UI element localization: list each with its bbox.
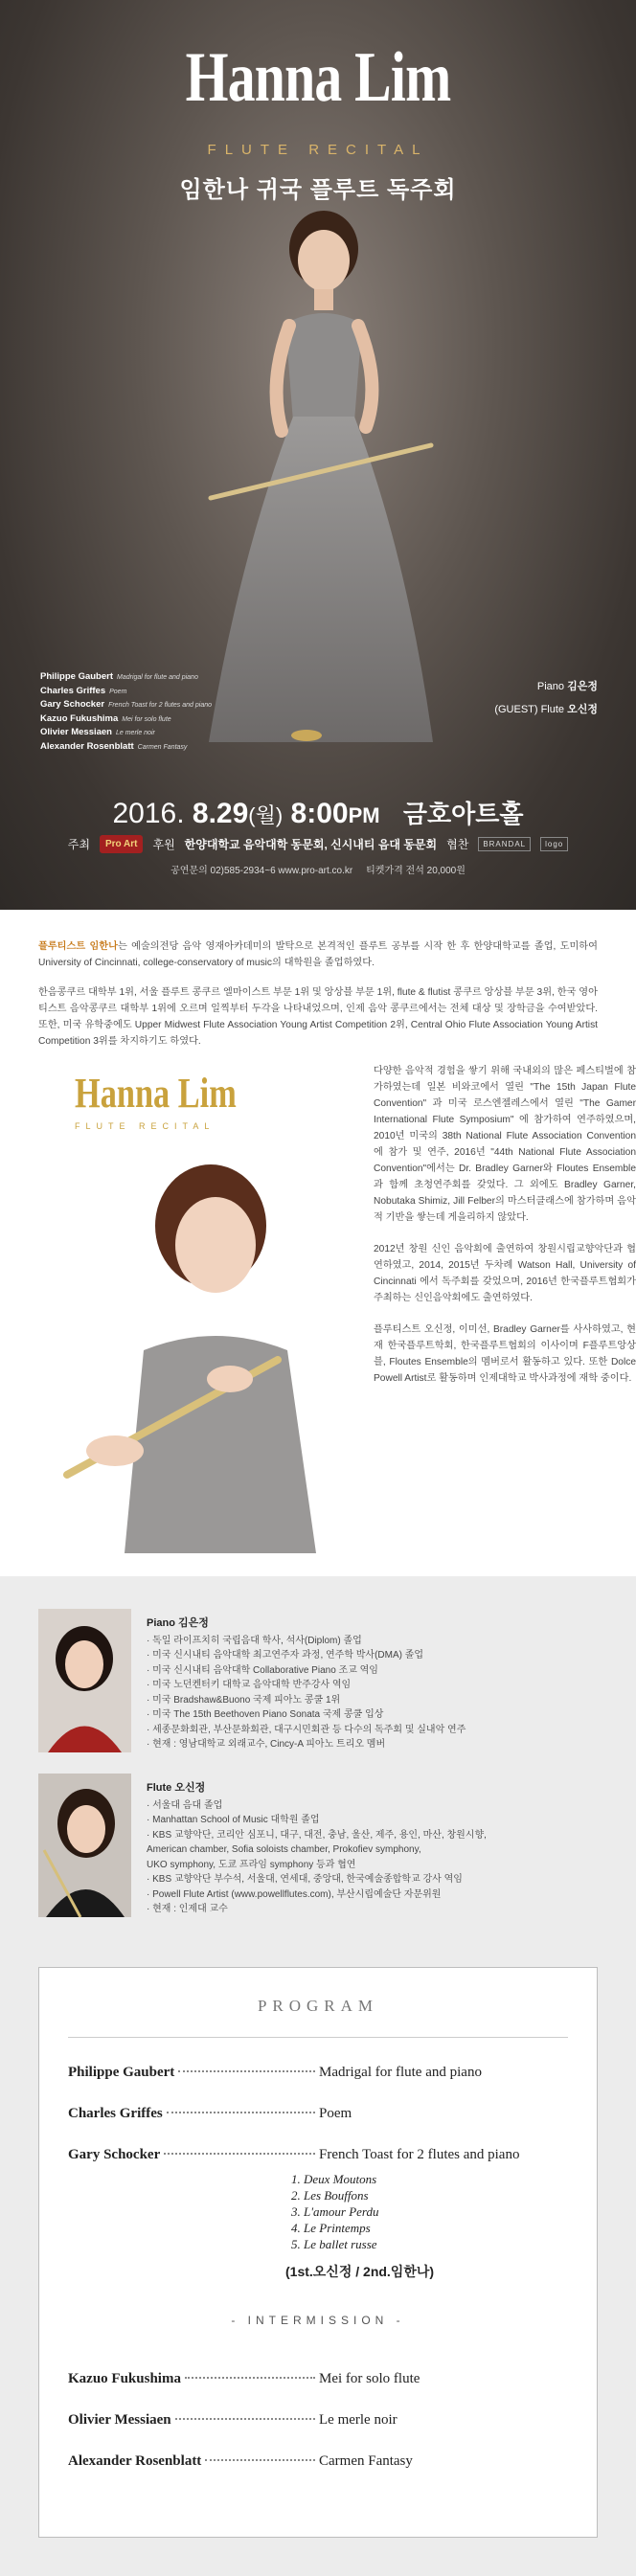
program-row [68, 2453, 568, 2470]
profile-item: · 독일 라이프치히 국립음대 학사, 석사(Diplom) 졸업 [147, 1635, 362, 1646]
repertoire-item: Gary Schocker French Toast for 2 flutes and piano [40, 699, 212, 710]
profile-title: Piano 김은정 [147, 1617, 209, 1629]
bio-right-column [374, 1063, 636, 1402]
hero-korean-title: 임한나 귀국 플루트 독주회 [179, 177, 457, 203]
profile-item: · 미국 신시내티 음악대학 Collaborative Piano 조교 역임 [147, 1664, 378, 1676]
piece: Madrigal for flute and piano [319, 2065, 482, 2080]
repertoire-item: Olivier Messiaen Le merle noir [40, 727, 155, 737]
divider [68, 2037, 568, 2038]
piece: French Toast for 2 flutes and piano [319, 2147, 520, 2162]
piece: Carmen Fantasy [319, 2453, 413, 2469]
sponsor-bar: 주최 Pro Art 후원 한양대학교 음악대학 동문회, 신시내티 음대 동문회 협찬 BRANDAL logo [0, 835, 636, 853]
profile-item: · 미국 노던켄터키 대학교 음악대학 반주강사 역임 [147, 1680, 352, 1690]
profile-item: · KBS 교향악단, 코리안 심포니, 대구, 대전, 충남, 울산, 제주, 용인, 마산, 창원시향, [147, 1829, 487, 1841]
leader-dots [185, 2377, 315, 2379]
profile-item: · Manhattan School of Music 대학원 졸업 [147, 1815, 320, 1825]
movement: 3. L'amour Perdu [291, 2204, 379, 2219]
hero-subtitle: FLUTE RECITAL [207, 142, 429, 158]
repertoire-item: Charles Griffes Poem [40, 685, 127, 696]
bio-festivals: 다양한 음악적 경험을 쌓기 위해 국내외의 많은 페스티벌에 참가하였는데 일본 비와코에서 열린 "The 15th Japan Flute Convention" 과 미국 로스엔젤레스에서 열린 "The Gamer International Flute Symposium" 에 참가하여 연주하였으며, 2010년 미국의 38th National Flute Association Convention 에 참가 및 연주, 2016년 "44th National Flute Association Convention"에서는 Dr. Bradley Garner와 Floutes Ensemble과 함께 초청연주회를 갖었다. 그 외에도 Bradley Garner, Nobutaka Shimiz, Jill Felber의 마스터클래스에 참가하며 음악적 기반을 쌓는데 게을리하지 않았다. [374, 1066, 636, 1223]
brand-logo: Hanna Lim FLUTE RECITAL [75, 1070, 237, 1131]
profile-item: American chamber, Sofia soloists chamber, Prokofiev symphony, [147, 1844, 421, 1855]
bio-teachers: 플루티스트 오신정, 이미선, Bradley Garner를 사사하였고, 현재 한국플루트학회, 한국플루트협회의 이사이며 F플루트앙상블, Floutes Ensemble의 멤버로서 활동하고 있다. 또한 Dolce Powell Artist로 활동하며 인제대학교 박사과정에 재학 중이다. [374, 1324, 636, 1384]
movement-list [291, 2171, 568, 2252]
program-title: PROGRAM [257, 1997, 379, 2015]
biography [0, 910, 636, 1576]
repertoire-item: Kazuo Fukushima Mei for solo flute [40, 712, 171, 724]
profile-item: · KBS 교향악단 부수석, 서울대, 연세대, 중앙대, 한국예술종합학교 강사 역임 [147, 1874, 463, 1885]
profile-item: · 서울대 음대 졸업 [147, 1799, 223, 1811]
bio-awards: 한음콩쿠르 대학부 1위, 서울 플루트 콩쿠르 엘마이스트 부문 1위 및 앙상블 부문 1위, flute & flutist 콩쿠르 앙상블 부문 3위, 한국 영아티스트 음악콩쿠르 대학부 1위에 오르며 일찍부터 두각을 나타내었으며, 인제 음악 콩쿠르에서는 전체 대상 및 장학금을 수여받았다. 또한, 미국 유학중에도 Upper Midwest Flute Association Young Artist Competition 2위, Central Ohio Flute Association Young Artist Competition 3위를 차지하기도 하였다. [38, 987, 598, 1047]
flutist-photo [38, 1774, 131, 1917]
venue: 금호아트홀 [402, 800, 524, 828]
guest-profiles [0, 1576, 636, 1957]
leader-dots [205, 2459, 315, 2461]
movement: 5. Le ballet russe [291, 2237, 377, 2251]
leader-dots [167, 2112, 315, 2113]
program-row [68, 2412, 568, 2429]
contact-info: 공연문의 02)585-2934~6 www.pro-art.co.kr 티켓가격 전석 20,000원 [170, 866, 466, 876]
cosponsor-logo: BRANDAL [478, 837, 531, 851]
profile-item: · 미국 신시내티 음악대학 최고연주자 과정, 연주학 박사(DMA) 졸업 [147, 1650, 424, 1661]
movement: 2. Les Bouffons [291, 2188, 369, 2203]
profile-title: Flute 오신정 [147, 1782, 206, 1794]
piece: Poem [319, 2106, 352, 2121]
pianist-photo [38, 1609, 131, 1752]
bio-recitals: 2012년 창원 신인 음악회에 출연하여 창원시립교향악단과 협연하였고, 2014, 2015년 두차례 Watson Hall, University of Cincinnati 에서 독주회를 갖었으며, 2016년 한국플루트협회가 주최하는 신인음악회에도 출연하였다. [374, 1244, 636, 1303]
hero-cast [494, 675, 598, 721]
performer-portrait [38, 1063, 326, 1553]
leader-dots [164, 2153, 315, 2155]
profile-item: · 현재 : 영남대학교 외래교수, Cincy-A 피아노 트리오 멤버 [147, 1739, 386, 1750]
performer-note: (1st.오신정 / 2nd.임한나) [285, 2264, 435, 2279]
intermission: - INTERMISSION - [231, 2314, 405, 2327]
program-row [68, 2371, 568, 2387]
performer-photo [201, 211, 441, 747]
program-card [38, 1967, 598, 2538]
program-section [0, 1957, 636, 2576]
profile-item: · 세종문화회관, 부산문화회관, 대구시민회관 등 다수의 독주회 및 실내악 연주 [147, 1724, 466, 1735]
composer: Gary Schocker [68, 2147, 161, 2162]
program-row [68, 2065, 568, 2081]
composer: Philippe Gaubert [68, 2065, 175, 2080]
repertoire-item: Alexander Rosenblatt Carmen Fantasy [40, 740, 188, 752]
composer: Olivier Messiaen [68, 2412, 171, 2428]
composer: Kazuo Fukushima [68, 2371, 181, 2386]
supporters: 한양대학교 음악대학 동문회, 신시내티 음대 동문회 [184, 838, 438, 851]
cast-piano: Piano 김은정 [536, 681, 598, 692]
profile-item: · 미국 The 15th Beethoven Piano Sonata 국제 콩쿨 입상 [147, 1709, 384, 1720]
leader-dots [178, 2070, 315, 2072]
bio-split [38, 1063, 636, 1553]
leader-dots [175, 2418, 315, 2420]
profile-item: UKO symphony, 도쿄 프라임 symphony 등과 협연 [147, 1859, 356, 1870]
hero-title: Hanna Lim [185, 38, 451, 117]
piece: Le merle noir [319, 2412, 398, 2428]
piece: Mei for solo flute [319, 2371, 420, 2386]
profile-flute [38, 1774, 598, 1917]
concert-date-time: 2016. 8.29(월) 8:00PM 금호아트홀 [112, 798, 524, 829]
hero-repertoire-list [40, 670, 212, 754]
composer: Charles Griffes [68, 2106, 163, 2121]
hero-poster [0, 0, 636, 910]
cosponsor-logo-2: logo [540, 837, 568, 851]
repertoire-item: Philippe Gaubert Madrigal for flute and piano [40, 671, 198, 682]
movement: 1. Deux Moutons [291, 2172, 377, 2186]
cast-flute: (GUEST) Flute 오신정 [494, 704, 598, 715]
profile-item: · Powell Flute Artist (www.powellflutes.com), 부산시립예술단 자문위원 [147, 1888, 442, 1900]
pro-art-logo: Pro Art [100, 835, 144, 853]
profile-item: · 현재 : 인제대 교수 [147, 1904, 228, 1914]
program-row [68, 2106, 568, 2122]
program-row [68, 2147, 568, 2163]
profile-item: · 미국 Bradshaw&Buono 국제 피아노 콩쿨 1위 [147, 1694, 341, 1706]
profile-piano [38, 1609, 598, 1752]
composer: Alexander Rosenblatt [68, 2453, 202, 2469]
bio-intro: 플루티스트 임한나는 예술의전당 음악 영재아카데미의 발탁으로 본격적인 플루트 공부를 시작 한 후 한양대학교를 졸업, 도미하여 University of Cincinnati, college-conservatory of music의 대학원을 졸업하였다. [38, 941, 598, 968]
movement: 4. Le Printemps [291, 2221, 371, 2235]
